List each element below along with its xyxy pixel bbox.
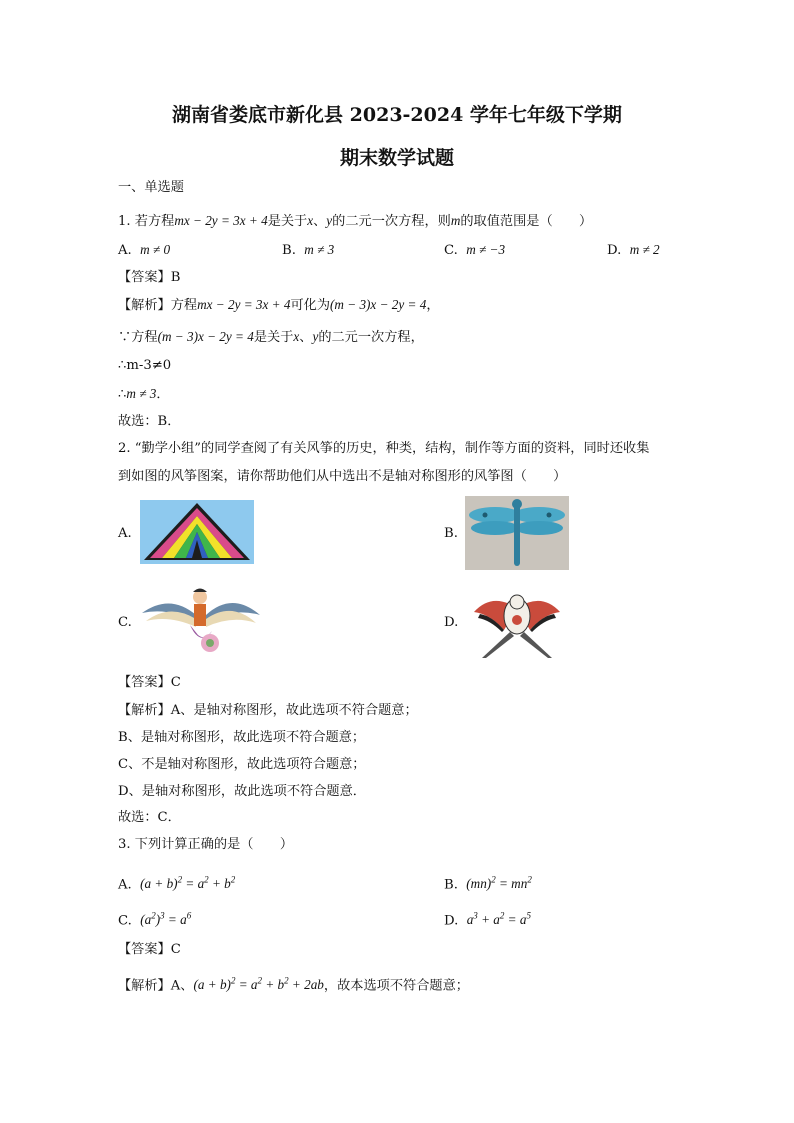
q1-answer: 【答案】B <box>118 270 181 285</box>
q2-label-b: B. <box>444 526 458 541</box>
q3-explanation-line1: 【解析】A、$(a + b)^2 = a^2 + b^2 + 2ab$，故本选项不符合题意； <box>118 976 469 994</box>
q1-explanation-line3: ∴m-3≠0 <box>118 358 172 373</box>
kite-c-image <box>140 585 262 659</box>
q1-stem: 1. 若方程mx − 2y = 3x + 4是关于x、y的二元一次方程，则m的取值范围是（ ） <box>118 213 593 229</box>
section-heading: 一、单选题 <box>118 180 184 195</box>
q3-stem: 3. 下列计算正确的是（ ） <box>118 837 294 852</box>
q2-stem-line1: 2. “勤学小组”的同学查阅了有关风筝的历史，种类，结构，制作等方面的资料，同时还收集 <box>118 441 650 456</box>
q2-explanation-line2: B、是轴对称图形，故此选项不符合题意； <box>118 730 366 745</box>
q1-choice: 故选：B． <box>118 414 181 429</box>
q2-label-a: A. <box>118 526 132 541</box>
q1-option-a: A. m ≠ 0 <box>118 242 171 258</box>
q1-option-c: C. m ≠ −3 <box>444 242 506 258</box>
q2-choice: 故选：C． <box>118 810 181 825</box>
q2-explanation-line3: C、不是轴对称图形，故此选项符合题意； <box>118 757 366 772</box>
q3-answer: 【答案】C <box>118 942 181 957</box>
q3-option-d: D. $a^3 + a^2 = a^5$ <box>444 911 531 929</box>
q1-option-d: D. m ≠ 2 <box>607 242 660 258</box>
kite-a-image <box>140 500 254 564</box>
q1-explanation-line1: 【解析】方程mx − 2y = 3x + 4可化为(m − 3)x − 2y = 4， <box>118 297 440 313</box>
q2-explanation-line4: D、是轴对称图形，故此选项不符合题意． <box>118 784 366 799</box>
q3-option-c: C. $(a^2)^3 = a^6$ <box>118 911 192 929</box>
q3-option-b: B. $(mn)^2 = mn^2$ <box>444 875 532 893</box>
q2-answer: 【答案】C <box>118 675 181 690</box>
q2-explanation-line1: 【解析】A、是轴对称图形，故此选项不符合题意； <box>118 703 418 718</box>
doc-subtitle: 期末数学试题 <box>339 147 454 169</box>
q2-label-c: C. <box>118 615 132 630</box>
q1-explanation-line2: ∵方程(m − 3)x − 2y = 4是关于x、y的二元一次方程， <box>118 329 424 345</box>
kite-b-image <box>465 496 569 570</box>
q2-stem-line2: 到如图的风筝图案，请你帮助他们从中选出不是轴对称图形的风筝图（ ） <box>118 469 567 484</box>
q1-option-b: B. m ≠ 3 <box>282 242 335 258</box>
kite-d-image <box>472 590 562 660</box>
q1-explanation-line4: ∴m ≠ 3． <box>118 386 170 402</box>
q3-option-a: A. $(a + b)^2 = a^2 + b^2$ <box>118 875 236 893</box>
q2-label-d: D. <box>444 615 459 630</box>
doc-title: 湖南省娄底市新化县 2023-2024 学年七年级下学期 <box>172 104 622 126</box>
